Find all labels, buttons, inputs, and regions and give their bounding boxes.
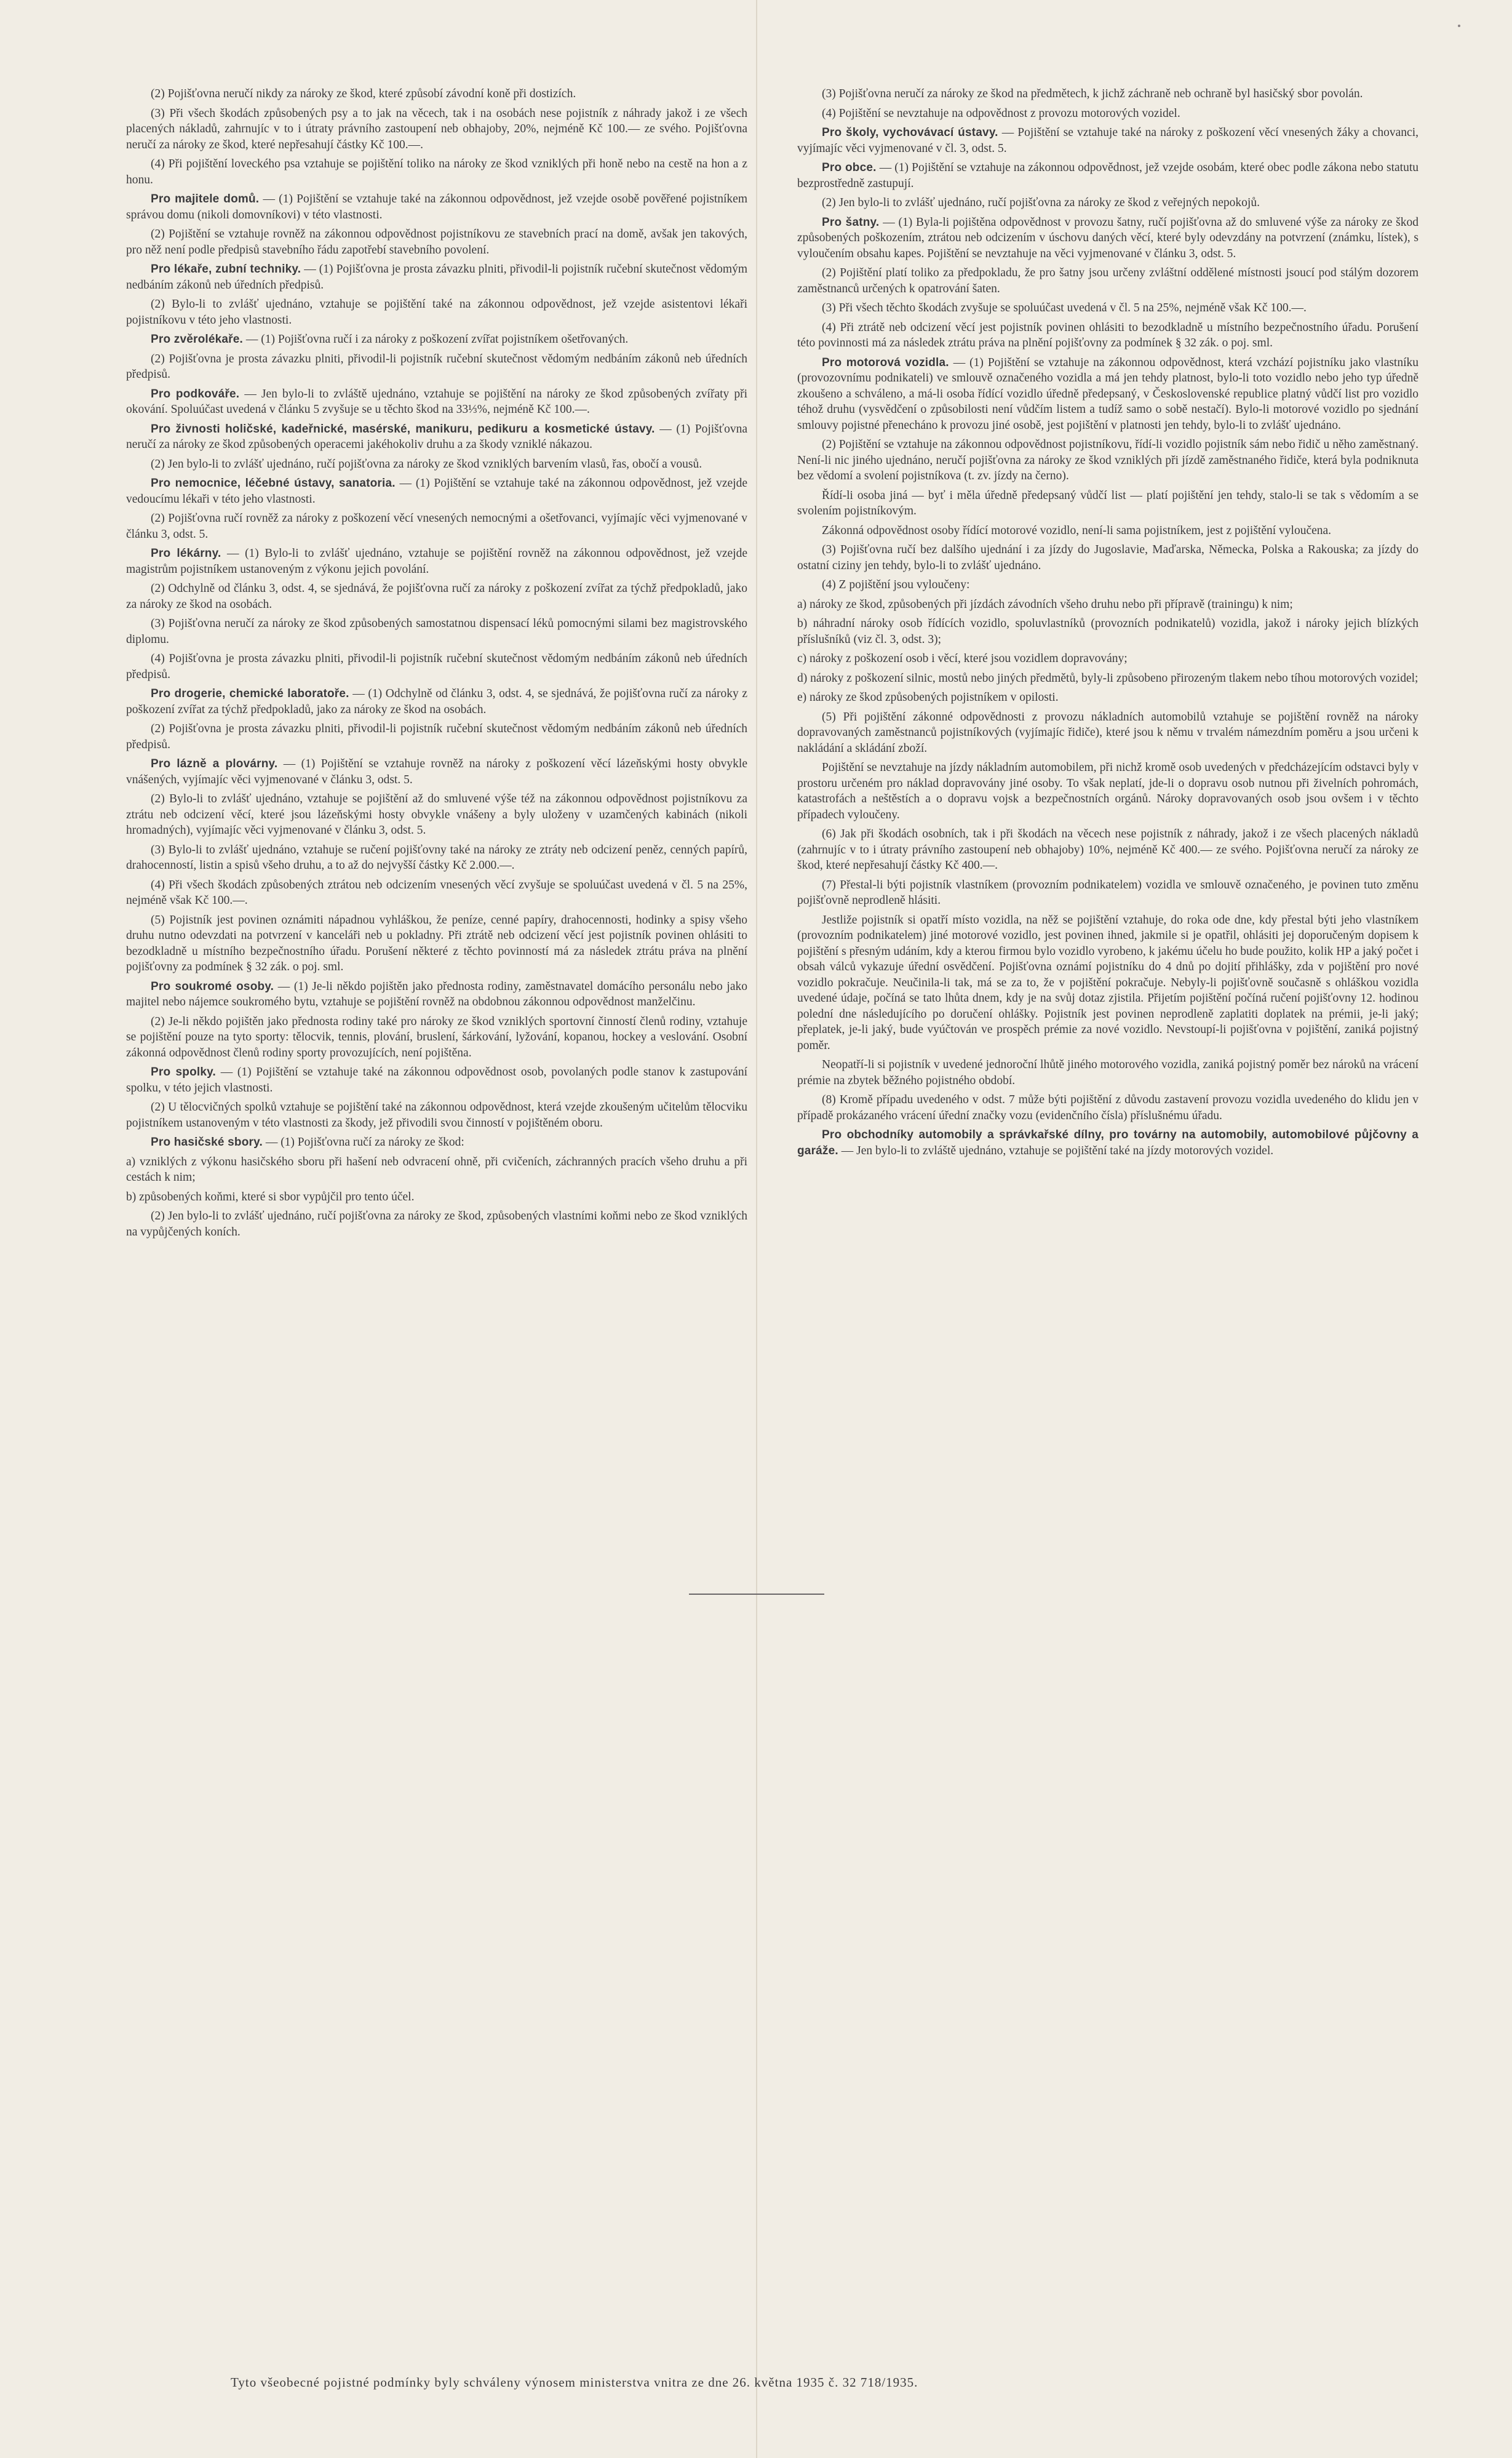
- paragraph-text: (7) Přestal-li býti pojistník vlastníkem (provozním podnikatelem) vozidla ve smlouvě označeného, je povinen tuto změnu pojišťovně neprodleně hlásiti.: [797, 878, 1418, 907]
- paragraph-text: a) nároky ze škod, způsobených při jízdách závodních všeho druhu nebo při přípravě (trainingu) k nim;: [797, 597, 1293, 611]
- paragraph-text: Jestliže pojistník si opatří místo vozidla, na něž se pojištění vztahuje, do roka ode dne, kdy přestal býti jeho vlastníkem (provozním podnikatelem) jiné motorové vozidlo, jest povinen ihned, jakmile si je opatřil, ohlásiti jej doporučeným dopisem k pojištění s přesným udáním, kdy a kterou firmou bylo vozidlo vyrobeno, k jakému účelu ho bude použito, kolik HP a jaký počet i obsah válců vykazuje úřední osvědčení. Pojišťovna oznámí pojistníku do 4 dnů po dojití přihlášky, zda v pojištění pro nové vozidlo pokračuje. Neučinila-li tak, má se za to, že v pojištění pokračuje. Nebyly-li pojišťovně současně s ohláškou vozidla uvedené údaje, počíná se tato lhůta dnem, kdy je na svůj dotaz zjistila. Přijetím pojištění počíná ručení pojišťovny 12. hodinou polední dne následujícího po doručení ohlášky. Pojistník jest povinen neprodleně zaplatiti doplatek na prémii, je-li jaký; přeplatek, je-li jaký, bude vyúčtován ve prospěch prémie za nové vozidlo. Nevstoupí-li pojišťovna v pojištění, zaniká pojistný poměr.: [797, 913, 1418, 1052]
- paragraph: [126, 1099, 747, 1131]
- paragraph: [797, 195, 1418, 211]
- paragraph-text: (2) Pojištění se vztahuje na zákonnou odpovědnost pojistníkovu, řídí-li vozidlo pojistník sám nebo řidič u něho zaměstnaný. Není-li nic jiného ujednáno, neručí pojišťovna za nároky ze škod vzniklých při jízdě zaměstnaného řidiče, která byla podniknuta bez vědomí a svolení pojistníkova (t. zv. jízdy na černo).: [797, 438, 1418, 482]
- paragraph-text: — (1) Pojišťovna ručí i za nároky z poškození zvířat pojistníkem ošetřovaných.: [245, 333, 629, 346]
- paragraph-text: (2) Pojišťovna je prosta závazku plniti, přivodil-li pojistník ručební skutečnost vědomým nedbáním zákonů neb úředních předpisů.: [126, 352, 747, 381]
- paragraph: [797, 1092, 1418, 1123]
- paragraph: [126, 721, 747, 752]
- paragraph-text: (2) Je-li někdo pojištěn jako přednosta rodiny také pro nároky ze škod vzniklých sportovní činností členů rodiny, vztahuje se pojištění pouze na tyto sporty: tělocvik, tennis, plování, bruslení, šárkování, lyžování, kopanou, hockey a veslování. Osobní zákonná odpovědnost členů rodiny sporty provozujících, není pojištěna.: [126, 1015, 747, 1059]
- paragraph: [126, 457, 747, 473]
- paragraph-text: a) vzniklých z výkonu hasičského sboru při hašení neb odvracení ohně, při cvičeních, záchranných pracích všeho druhu a při cestách k nim;: [126, 1155, 747, 1184]
- paragraph-text: (8) Kromě případu uvedeného v odst. 7 může býti pojištění z důvodu zastavení provozu vozidla uvedeného do klidu jen v případě prokázaného vrácení úřední značky vozu (evidenčního čísla) příslušnému úřadu.: [797, 1093, 1418, 1122]
- paragraph: [797, 106, 1418, 122]
- paragraph-text: (3) Pojišťovna ručí bez dalšího ujednání i za jízdy do Jugoslavie, Maďarska, Německa, Polska a Rakouska; za jízdy do ostatní ciziny jen tehdy, bylo-li to zvlášť ujednáno.: [797, 543, 1418, 572]
- paragraph-text: — (1) Odchylně od článku 3, odst. 4, se sjednává, že pojišťovna ručí za nároky z poškození zvířat za týchž předpokladů, jako za nároky ze škod na osobách.: [126, 687, 747, 716]
- paragraph: [126, 842, 747, 874]
- section-heading: Pro školy, vychovávací ústavy.: [822, 126, 998, 139]
- paragraph: [126, 1208, 747, 1240]
- paragraph-text: (3) Bylo-li to zvlášť ujednáno, vztahuje se ručení pojišťovny také na nároky ze ztráty neb odcizení peněz, cenných papírů, drahocenností, listin a spisů všeho druhu, a to až do nejvyšší částky Kč 2.000.—.: [126, 843, 747, 872]
- paragraph: [797, 125, 1418, 156]
- paragraph: [126, 581, 747, 612]
- paragraph-text: (2) Pojišťovna ručí rovněž za nároky z poškození věcí vnesených nemocnými a ošetřovanci, vyjímajíc věci vyjmenované v článku 3, odst. 5.: [126, 512, 747, 541]
- section-heading: Pro soukromé osoby.: [151, 980, 274, 993]
- paragraph-text: (2) Jen bylo-li to zvlášť ujednáno, ručí pojišťovna za nároky ze škod vzniklých barvením vlasů, řas, obočí a vousů.: [151, 457, 702, 471]
- paragraph: [797, 1127, 1418, 1159]
- right-column: [797, 86, 1418, 1162]
- paragraph: [797, 690, 1418, 706]
- section-heading: Pro lázně a plovárny.: [151, 757, 278, 770]
- paragraph-text: c) nároky z poškození osob i věcí, které jsou vozidlem dopravovány;: [797, 652, 1128, 665]
- paragraph: [797, 265, 1418, 297]
- paragraph: [797, 86, 1418, 102]
- paragraph: [126, 476, 747, 507]
- paragraph-text: — Jen bylo-li to zvláště ujednáno, vztahuje se pojištění také na jízdy motorových vozidel.: [841, 1144, 1274, 1157]
- paragraph: [126, 791, 747, 839]
- section-heading: Pro motorová vozidla.: [822, 356, 949, 369]
- paragraph: [797, 877, 1418, 909]
- paragraph-text: — (1) Pojišťovna neručí za nároky ze škod způsobených operacemi jakéhokoliv druhu a za škody vzniklé nákazou.: [126, 422, 748, 451]
- paragraph: [797, 300, 1418, 316]
- paragraph-text: (4) Pojišťovna je prosta závazku plniti, přivodil-li pojistník ručební skutečnost vědomým nedbáním zákonů neb úředních předpisů.: [126, 652, 747, 681]
- paragraph: [126, 1064, 747, 1096]
- paragraph: [797, 488, 1418, 519]
- page-fold: [756, 0, 757, 2458]
- paragraph-text: (3) Pojišťovna neručí za nároky ze škod způsobených samostatnou dispensací léků pomocnými silami bez magistrovského diplomu.: [126, 617, 747, 646]
- paragraph: [126, 912, 747, 975]
- paragraph: [797, 760, 1418, 823]
- paragraph: [797, 671, 1418, 687]
- section-heading: Pro lékárny.: [151, 547, 221, 560]
- paragraph-text: b) způsobených koňmi, které si sbor vypůjčil pro tento účel.: [126, 1190, 415, 1203]
- paragraph: [126, 1154, 747, 1186]
- paragraph-text: (4) Pojištění se nevztahuje na odpovědnost z provozu motorových vozidel.: [822, 106, 1180, 120]
- paragraph-text: Zákonná odpovědnost osoby řídící motorové vozidlo, není-li sama pojistníkem, jest z pojištění vyloučena.: [822, 524, 1332, 537]
- section-heading: Pro šatny.: [822, 215, 880, 229]
- paragraph-text: (2) Jen bylo-li to zvlášť ujednáno, ručí pojišťovna za nároky ze škod, způsobených vlastními koňmi nebo ze škod vzniklých na vypůjčených koních.: [126, 1210, 747, 1239]
- paragraph: [797, 616, 1418, 647]
- paragraph-text: — (1) Pojišťovna je prosta závazku plniti, přivodil-li pojistník ručební skutečnost vědomým nedbáním zákonů neb úředních předpisů.: [126, 263, 747, 292]
- paragraph-text: (4) Při všech škodách způsobených ztrátou neb odcizením vnesených věcí zvyšuje se spoluúčast uvedená v čl. 5 na 25%, nejméně však Kč 100.—.: [126, 878, 747, 907]
- paragraph: [797, 597, 1418, 613]
- section-heading: Pro lékaře, zubní techniky.: [151, 263, 301, 276]
- paragraph-text: (2) Pojišťovna je prosta závazku plniti, přivodil-li pojistník ručební skutečnost vědomým nedbáním zákonů neb úředních předpisů.: [126, 722, 747, 751]
- section-divider: [689, 1594, 824, 1595]
- paragraph-text: (2) Pojištění platí toliko za předpokladu, že pro šatny jsou určeny zvláštní oddělené místnosti jsoucí pod stálým dozorem zaměstnanců určených k opatrování šaten.: [797, 266, 1418, 295]
- paragraph-text: (3) Při všech těchto škodách zvyšuje se spoluúčast uvedená v čl. 5 na 25%, nejméně však Kč 100.—.: [822, 301, 1307, 314]
- paragraph-text: — (1) Pojištění se vztahuje také na zákonnou odpovědnost, jež vzejde vedoucímu lékaři v této jeho vlastnosti.: [126, 477, 748, 506]
- paragraph: [797, 577, 1418, 593]
- paragraph: [797, 542, 1418, 573]
- paragraph-text: (5) Pojistník jest povinen oznámiti nápadnou vyhláškou, že peníze, cenné papíry, drahocennosti, hodinky a spisy všeho druhu nutno odevzdati na potvrzení v kanceláři neb u pokladny. Při ztrátě neb odcizení věcí jest pojistník povinen ohlásiti to bezodkladně u místního bezpečnostního úřadu. Porušení některé z těchto povinností má za následek ztrátu práva na plnění pojišťovny za podmínek § 32 zák. o poj. sml.: [126, 913, 747, 973]
- paragraph: [797, 160, 1418, 191]
- section-heading: Pro majitele domů.: [151, 193, 260, 205]
- paragraph-text: (2) Pojištění se vztahuje rovněž na zákonnou odpovědnost pojistníkovu ze stavebních prací na domě, avšak jen takových, pro něž není podle předpisů stavebního řádu zapotřebí stavebního povolení.: [126, 228, 747, 257]
- paragraph: [126, 86, 747, 102]
- paragraph: [126, 191, 747, 223]
- paragraph-text: (2) U tělocvičných spolků vztahuje se pojištění také na zákonnou odpovědnost, která vzejde zkoušeným učitelům tělocviku pojistníkem ustanoveným v této vlastnosti za škody, jež přivodili svou činností v pojištěném oboru.: [126, 1101, 747, 1130]
- paragraph: [797, 523, 1418, 539]
- paragraph: [797, 1057, 1418, 1088]
- paragraph-text: (4) Při pojištění loveckého psa vztahuje se pojištění toliko na nároky ze škod vzniklých při honě nebo na cestě na hon a z honu.: [126, 158, 747, 186]
- paragraph: [797, 437, 1418, 484]
- paragraph-text: — (1) Pojištění se vztahuje rovněž na nároky z poškození věcí lázeňskými hosty obvykle vnášených, vyjímajíc věci vyjmenované v článku 3, odst. 5.: [126, 757, 748, 786]
- paragraph-text: — (1) Pojišťovna ručí za nároky ze škod:: [265, 1136, 464, 1149]
- paragraph: [126, 156, 747, 188]
- paragraph-text: — Jen bylo-li to zvláště ujednáno, vztahuje se pojištění na nároky ze škod způsobených zvířaty při okování. Spoluúčast uvedená v článku 5 zvyšuje se u těchto škod na 33⅓%, nejméně Kč 100.—.: [126, 387, 748, 416]
- paragraph: [797, 215, 1418, 262]
- paragraph-text: — (1) Byla-li pojištěna odpovědnost v provozu šatny, ručí pojišťovna až do smluvené výše za nároky ze škod způsobených poškozením, ztrátou neb odcizením v úschovu daných věcí, které byly odevzdány na potvrzení (známku, lístek), s vyloučením obsahu kapes. Pojištění se nevztahuje na věci vyjmenované v článku 3, odst. 5.: [797, 215, 1419, 260]
- paragraph: [126, 979, 747, 1010]
- paragraph-text: — (1) Pojištění se vztahuje také na zákonnou odpovědnost osob, povolaných podle stanov k zastupování spolku, v této jejich vlastnosti.: [126, 1066, 747, 1095]
- paragraph-text: — Pojištění se vztahuje také na nároky z poškození věcí vnesených žáky a chovanci, vyjímajíc věci vyjmenované v čl. 3, odst. 5.: [797, 126, 1419, 155]
- section-heading: Pro hasičské sbory.: [151, 1136, 263, 1149]
- paragraph-text: (2) Bylo-li to zvlášť ujednáno, vztahuje se pojištění až do smluvené výše též na zákonnou odpovědnost pojistníkovu za ztrátu neb odcizení věcí, které jsou lázeňskými hosty obvykle vnášeny a byly uloženy v uzamčených kabinách (nikoli hromadných), vyjímajíc věci vyjmenované v článku 3, odst. 5.: [126, 792, 747, 837]
- paragraph: [126, 686, 747, 717]
- paragraph-text: (6) Jak při škodách osobních, tak i při škodách na věcech nese pojistník z náhrady, jakož i ze všech placených nákladů (zahrnujíc v to i útraty právního zastoupení neb obhajoby) 10%, nejméně Kč 400.— ze svého. Pojišťovna neručí za nároky ze škod, které nepřesahují částky Kč 400.—.: [797, 828, 1418, 872]
- paragraph-text: Neopatří-li si pojistník v uvedené jednoroční lhůtě jiného motorového vozidla, zaniká pojistný poměr bez nároků na vrácení prémie na zbytek běžného pojistného období.: [797, 1058, 1418, 1087]
- paragraph-text: — (1) Je-li někdo pojištěn jako přednosta rodiny, zaměstnavatel domácího personálu nebo jako majitel nebo nájemce soukromého bytu, vztahuje se pojištění rovněž na obdobnou zákonnou odpovědnost manželčinu.: [126, 980, 747, 1008]
- paragraph-text: — (1) Bylo-li to zvlášť ujednáno, vztahuje se pojištění rovněž na zákonnou odpovědnost, jež vzejde magistrům pojistníkem ustanoveným z výkonu jejich povolání.: [126, 547, 747, 576]
- paragraph-text: — (1) Pojištění se vztahuje také na zákonnou odpovědnost, jež vzejde osobě pověřené pojistníkem správou domu (nikoli domovníkovi) v této vlastnosti.: [126, 193, 747, 221]
- paragraph-text: (5) Při pojištění zákonné odpovědnosti z provozu nákladních automobilů vztahuje se pojištění rovněž na nároky dopravovaných zaměstnanců pojistníkových (vyjímajíc řidiče), které jsou k němu v trvalém námezdním poměru a jsou určeni k nakládání a skládání zboží.: [797, 710, 1418, 755]
- paragraph: [126, 332, 747, 348]
- paragraph: [126, 421, 747, 453]
- section-heading: Pro drogerie, chemické laboratoře.: [151, 687, 349, 700]
- paragraph: [126, 651, 747, 682]
- section-heading: Pro spolky.: [151, 1066, 217, 1079]
- paragraph: [126, 877, 747, 909]
- paragraph-text: d) nároky z poškození silnic, mostů nebo jiných předmětů, byly-li způsobeno přirozeným tlakem nebo tíhou motorových vozidel;: [797, 671, 1418, 685]
- section-heading: Pro podkováře.: [151, 387, 240, 401]
- section-heading: Pro obchodníky automobily a správkařské dílny, pro továrny na automobily, automobilové půjčovny a garáže.: [797, 1128, 1418, 1157]
- paragraph-text: (2) Pojišťovna neručí nikdy za nároky ze škod, které způsobí závodní koně při dostizích.: [151, 87, 576, 100]
- paragraph-text: — (1) Pojištění se vztahuje na zákonnou odpovědnost, jež vzejde osobám, které obec podle zákona nebo statutu bezprostředně zastupují.: [797, 161, 1418, 190]
- paragraph-text: (3) Při všech škodách způsobených psy a to jak na věcech, tak i na osobách nese pojistník z náhrady jakož i ze všech placených nákladů, zahrnujíc v to i útraty právního zastoupení neb obhajoby, 20%, nejméně Kč 100.— ze svého. Pojišťovna neručí za nároky ze škod, které nepřesahují částky Kč 100.—.: [126, 106, 747, 151]
- paragraph: [797, 912, 1418, 1054]
- paragraph: [126, 1014, 747, 1061]
- section-heading: Pro nemocnice, léčebné ústavy, sanatoria.: [151, 477, 396, 490]
- paragraph: [126, 1189, 747, 1205]
- section-heading: Pro živnosti holičské, kadeřnické, masérské, manikuru, pedikuru a kosmetické ústavy.: [151, 422, 655, 436]
- paragraph: [126, 106, 747, 153]
- paragraph-text: Řídí-li osoba jiná — byť i měla úředně předepsaný vůdčí list — platí pojištění jen tehdy, stalo-li se tak s vědomím a se svolením pojistníkovým.: [797, 489, 1418, 517]
- paragraph: [797, 320, 1418, 351]
- approval-footer: Tyto všeobecné pojistné podmínky byly schváleny výnosem ministerstva vnitra ze dne 26. května 1935 č. 32 718/1935.: [231, 2375, 918, 2390]
- paragraph: [126, 261, 747, 293]
- paragraph: [126, 226, 747, 258]
- paragraph: [797, 709, 1418, 757]
- paragraph: [797, 651, 1418, 667]
- paragraph-text: Pojištění se nevztahuje na jízdy nákladním automobilem, při nichž kromě osob uvedených v předcházejícím odstavci byly v prostoru určeném pro náklad dopravovány jiné osoby. To však neplatí, jde-li o dopravu osob nutnou při živelních pohromách, katastrofách a neštěstích a o dopravu vojsk a bezpečnostních orgánů. Nároky dopravovaných osob jsou ovšem i v těchto případech vyloučeny.: [797, 761, 1418, 821]
- paragraph: [126, 351, 747, 383]
- paragraph-text: b) náhradní nároky osob řídících vozidlo, spoluvlastníků (provozních podnikatelů) vozidla, jakož i nároky jejich blízkých příslušníků (viz čl. 3, odst. 3);: [797, 617, 1418, 646]
- paragraph: [126, 511, 747, 542]
- paragraph: [797, 826, 1418, 874]
- paragraph: [126, 756, 747, 788]
- left-column: [126, 86, 747, 1243]
- paragraph: [126, 1135, 747, 1151]
- paragraph-text: — (1) Pojištění se vztahuje na zákonnou odpovědnost, která vzchází pojistníku jako vlastníku (provozovnímu podnikateli) ve smlouvě označeného vozidla a má jen tehdy platnost, bylo-li toto vozidlo nebo jeho typ úředně zkoušeno a schváleno, a má-li osoba řídící vozidlo úředně předepsaný, v Československé republice platný vůdčí list pro vozidlo téhož druhu (vysvědčení o způsobilosti není vůdčím listem a tudíž samo o sobě nestačí). Bylo-li motorové vozidlo po sjednání smlouvy pojistné přenecháno k provozu jiné osobě, jest pojištění v platnosti jen tehdy, bylo-li to zvlášť ujednáno.: [797, 356, 1419, 432]
- paragraph-text: (2) Bylo-li to zvlášť ujednáno, vztahuje se pojištění také na zákonnou odpovědnost, jež vzejde asistentovi lékaři pojistníkovu v této jeho vlastnosti.: [126, 298, 747, 327]
- paper-speck: [1458, 25, 1460, 27]
- section-heading: Pro obce.: [822, 161, 877, 174]
- paragraph-text: (4) Z pojištění jsou vyloučeny:: [822, 578, 970, 591]
- paragraph: [126, 616, 747, 647]
- paragraph-text: e) nároky ze škod způsobených pojistníkem v opilosti.: [797, 691, 1059, 704]
- section-heading: Pro zvěrolékaře.: [151, 333, 244, 346]
- paragraph-text: (3) Pojišťovna neručí za nároky ze škod na předmětech, k jichž záchraně neb ochraně byl hasičský sbor povolán.: [822, 87, 1363, 100]
- paragraph: [126, 546, 747, 577]
- paragraph-text: (4) Při ztrátě neb odcizení věcí jest pojistník povinen ohlásiti to bezodkladně u místního bezpečnostního úřadu. Porušení této povinnosti má za následek ztrátu práva na plnění pojišťovny za podmínek § 32 zák. o poj. sml.: [797, 321, 1418, 349]
- paragraph: [126, 386, 747, 418]
- paragraph-text: (2) Jen bylo-li to zvlášť ujednáno, ručí pojišťovna za nároky ze škod z veřejných nepokojů.: [822, 196, 1260, 209]
- paragraph: [797, 355, 1418, 434]
- paragraph-text: (2) Odchylně od článku 3, odst. 4, se sjednává, že pojišťovna ručí za nároky z poškození zvířat za týchž předpokladů, jako za nároky ze škod na osobách.: [126, 582, 747, 611]
- paragraph: [126, 297, 747, 328]
